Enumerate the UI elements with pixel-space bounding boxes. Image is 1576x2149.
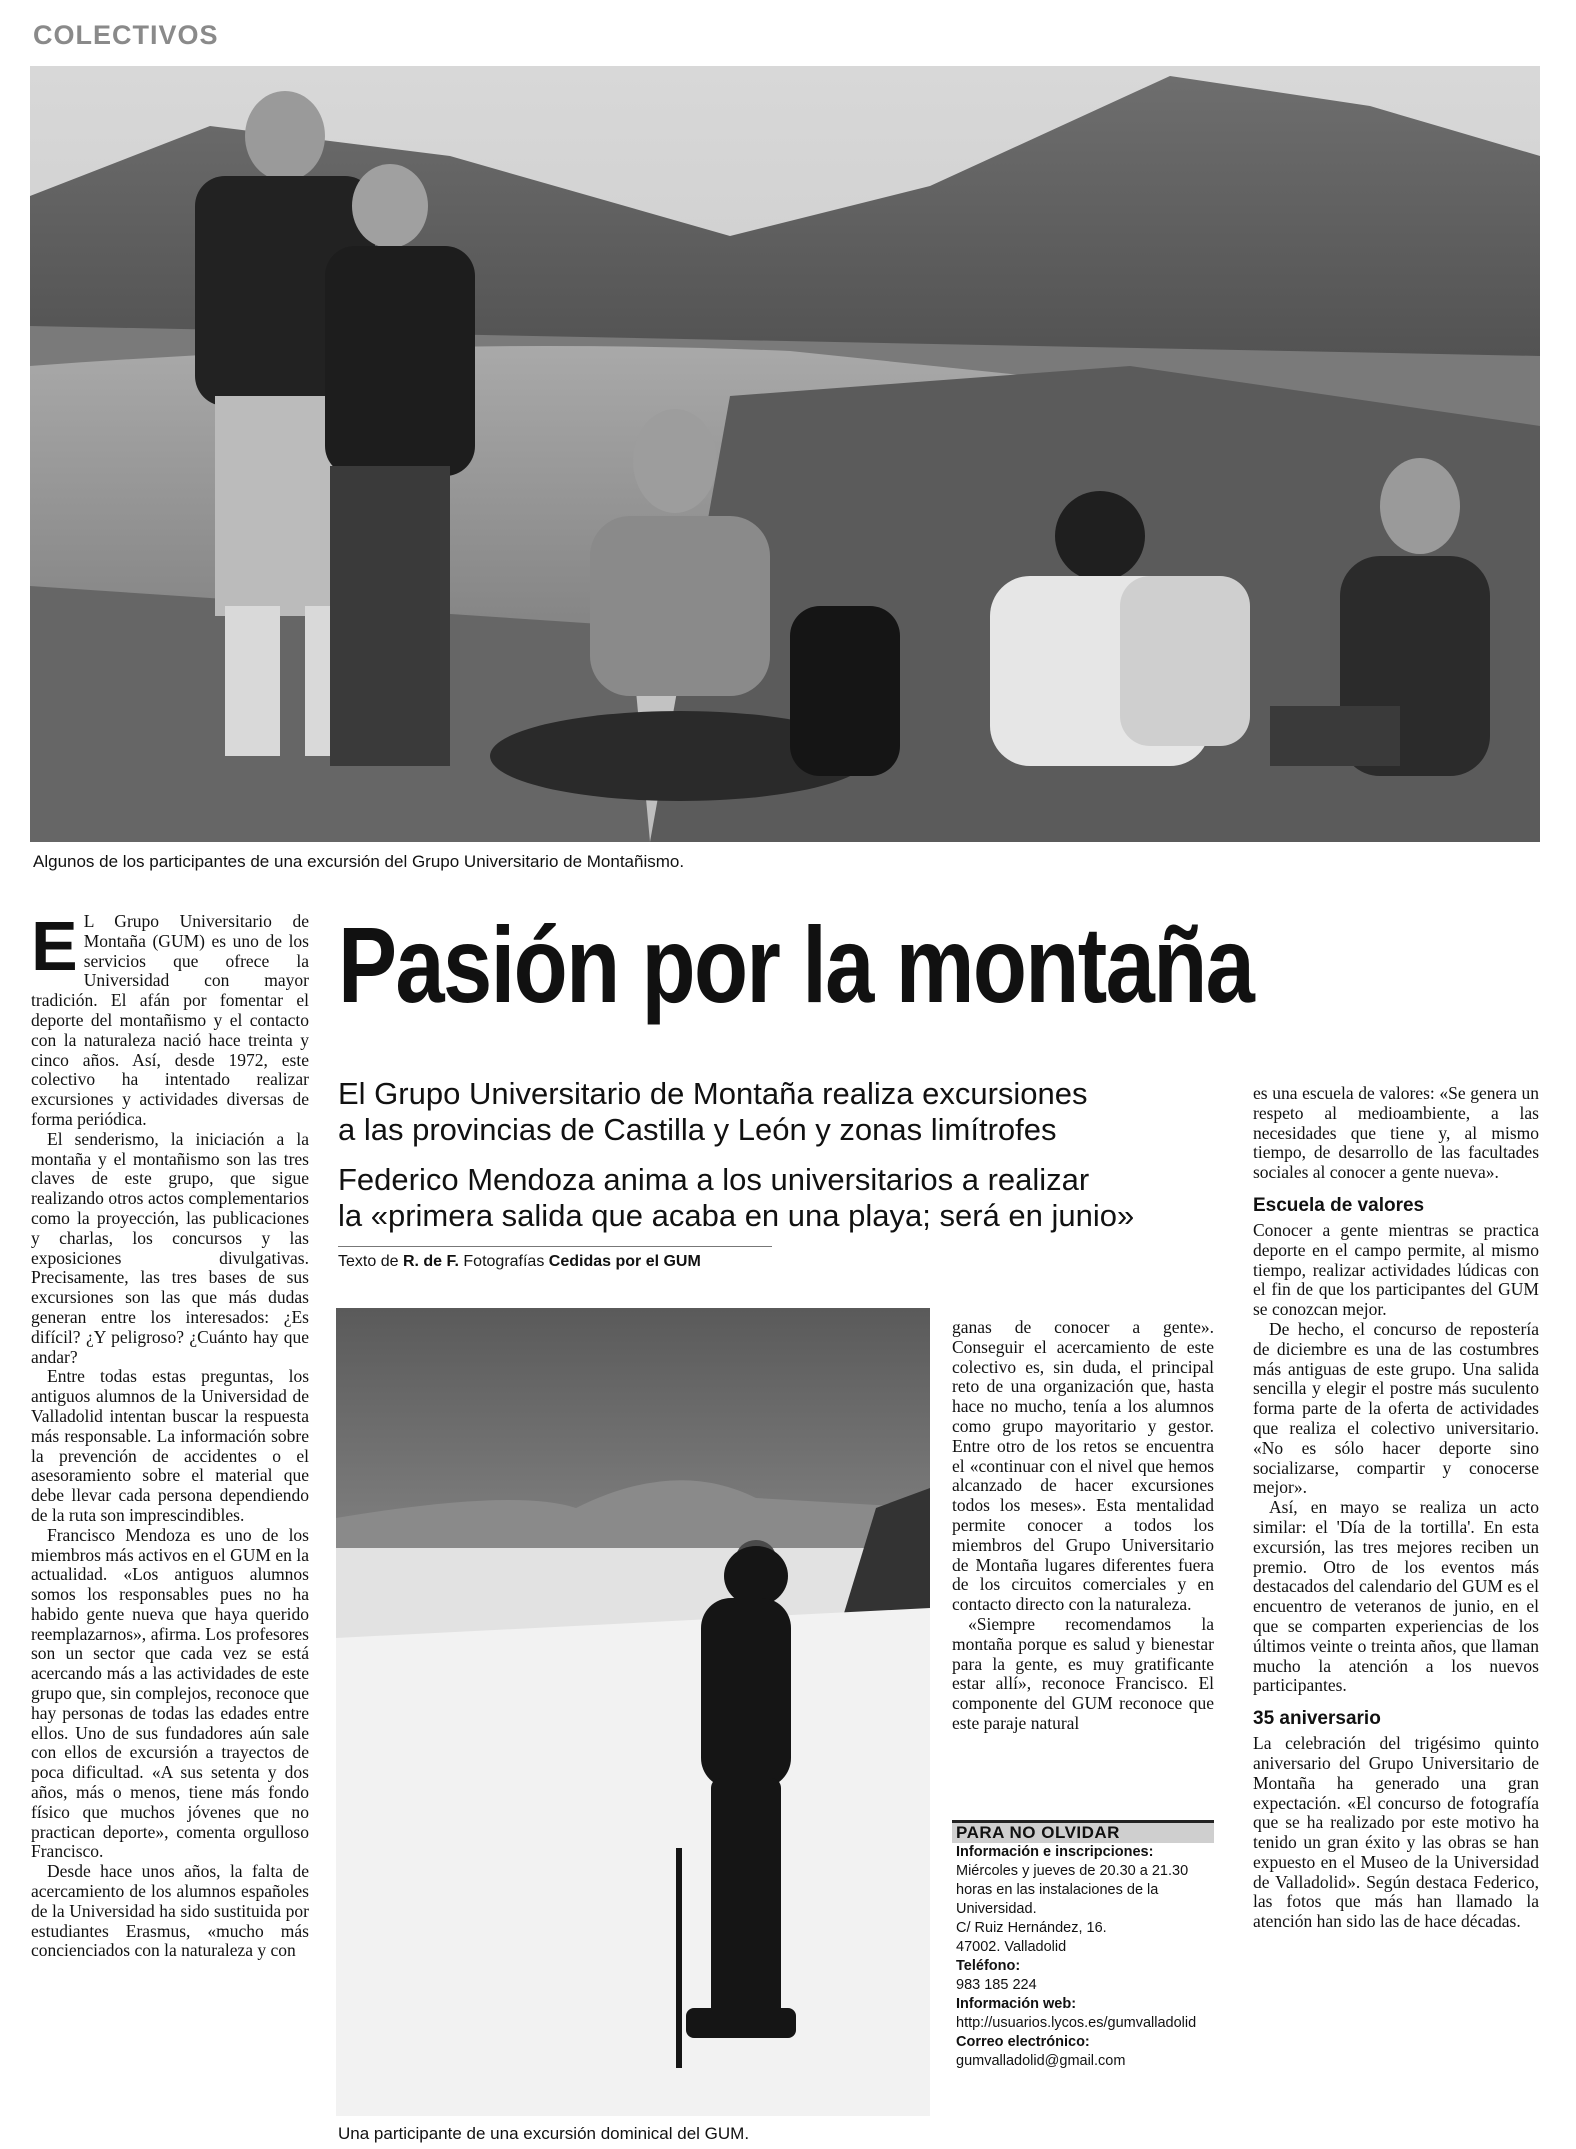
column1-paragraph-3: Entre todas estas preguntas, los antiguos alumnos de la Universidad de Valladolid intentan buscar la respuesta más responsable. La información sobre la prevención de accidentes o el asesoramiento sobre el material que debe llevar cada persona dependiendo de la ruta son imprescindibles. [31, 1366, 309, 1525]
column4-paragraph-2: Conocer a gente mientras se practica deporte en el campo permite, al mismo tiempo, realizar actividades lúdicas con el fin de que los participantes del GUM se conozcan mejor. [1253, 1219, 1539, 1320]
info-box [952, 1820, 1214, 2071]
column-3 [952, 1318, 1214, 1734]
drop-cap: E [31, 907, 78, 985]
top-photo-caption: Algunos de los participantes de una excursión del Grupo Universitario de Montañismo. [33, 852, 685, 871]
info-phone: 983 185 224 [956, 1977, 1037, 1993]
info-email-link[interactable]: gumvalladolid@gmail.com [956, 2053, 1126, 2069]
mountain-lake-image [30, 66, 1540, 842]
subhead-aniversario: 35 aniversario [1253, 1708, 1381, 1730]
column4-paragraph-1: es una escuela de valores: «Se genera un respeto al medioambiente, a las necesidades que tiene y, al mismo tiempo, de desarrollo de las facultades sociales al conocer a gente nueva». [1253, 1083, 1539, 1183]
deck-line-1: El Grupo Universitario de Montaña realiza excursiones [338, 1076, 1088, 1111]
subhead-escuela: Escuela de valores [1253, 1194, 1425, 1216]
info-address-line-1: C/ Ruiz Hernández, 16. [956, 1920, 1107, 1936]
snow-photo [336, 1308, 930, 2116]
column4-paragraph-5: La celebración del trigésimo quinto aniversario del Grupo Universitario de Montaña ha generado una gran expectación. «El concurso de fotografía que se ha realizado por este motivo ha tenido un gran éxito y las obras se han expuesto en el Museo de la Universidad de Valladolid». Según destaca Federico, las fotos que más han llamado la atención han sido las de hace décadas. [1253, 1733, 1539, 1932]
byline-prefix: Texto de [338, 1253, 403, 1270]
byline-photos-label: Fotografías [458, 1253, 549, 1270]
info-schedule-line-1: Miércoles y jueves de 20.30 a 21.30 [956, 1863, 1189, 1879]
section-label: COLECTIVOS [33, 20, 219, 50]
bottom-photo-caption: Una participante de una excursión dominical del GUM. [338, 2124, 750, 2143]
deck-line-3: Federico Mendoza anima a los universitarios a realizar [338, 1162, 1090, 1197]
headline: Pasión por la montaña [338, 904, 1254, 1025]
byline-author: R. de F. [402, 1253, 459, 1270]
info-label-web: Información web: [956, 1996, 1077, 2012]
info-label-inscriptions: Información e inscripciones: [956, 1844, 1154, 1860]
info-schedule-line-3: Universidad. [956, 1901, 1037, 1917]
column1-paragraph-5: Desde hace unos años, la falta de acercamiento de los alumnos españoles de la Universidad ha sido sustituida por estudiantes Erasmus, «mucho más concienciados con la naturaleza y con [31, 1861, 309, 1961]
column1-paragraph-1: L Grupo Universitario de Montaña (GUM) es uno de los servicios que ofrece la Universidad con mayor tradición. El afán por fomentar el deporte del montañismo y el contacto con la naturaleza nació hace treinta y cinco años. Así, desde 1972, este colectivo ha intentado realizar excursiones y actividades diversas de forma periódica. [31, 911, 309, 1129]
info-label-email: Correo electrónico: [956, 2034, 1090, 2050]
column-1 [31, 907, 309, 1961]
info-web-link[interactable]: http://usuarios.lycos.es/gumvalladolid [956, 2015, 1197, 2031]
column1-paragraph-2: El senderismo, la iniciación a la montaña y el montañismo son las tres claves de este grupo, que sigue realizando otros actos complementarios como la proyección, las publicaciones y charlas, los concursos y las exposiciones divulgativas. Precisamente, las tres bases de sus excursiones son las que más dudas generan entre los interesados: ¿Es difícil? ¿Y peligroso? ¿Cuánto hay que andar? [31, 1128, 309, 1367]
byline-photo-credit: Cedidas por el GUM [548, 1253, 701, 1270]
snow-mountain-image [336, 1308, 930, 2116]
column3-paragraph-2: «Siempre recomendamos la montaña porque es salud y bienestar para la gente, es muy gratificante estar allí», reconoce Francisco. El componente del GUM reconoce que este paraje natural [952, 1613, 1214, 1733]
info-schedule-line-2: horas en las instalaciones de la [956, 1882, 1159, 1898]
group-photo [30, 66, 1540, 842]
info-box-title: PARA NO OLVIDAR [952, 1823, 1214, 1843]
column3-paragraph-1: ganas de conocer a gente». Conseguir el acercamiento de este colectivo es, sin duda, el principal reto de una organización que, hasta hace no mucho, tenía a los alumnos como grupo mayoritario y gestor. Entre otro de los retos se encuentra el «continuar con el nivel que hemos alcanzado de hacer excursiones todos los meses». Esta mentalidad permite conocer a todos los miembros del Grupo Universitario de Montaña lugares diferentes fuera de los circuitos comerciales y en contacto directo con la naturaleza. [952, 1317, 1214, 1615]
column4-paragraph-3: De hecho, el concurso de repostería de diciembre es una de las costumbres más antiguas de este grupo. Una salida sencilla y elegir el postre más suculento forma parte de la oferta de actividades que realiza el colectivo universitario. «No es sólo hacer deporte sino socializarse, compartir y conocerse mejor». [1253, 1318, 1539, 1498]
deck-line-4: la «primera salida que acaba en una playa; será en junio» [338, 1198, 1135, 1233]
info-label-phone: Teléfono: [956, 1958, 1021, 1974]
column1-paragraph-4: Francisco Mendoza es uno de los miembros más activos en el GUM en la actualidad. «Los antiguos alumnos somos los responsables pues no ha habido gente nueva que haya querido reemplazarnos», afirma. Los profesores son un sector que cada vez se está acercando más a las actividades de este grupo que, sin complejos, reconoce que hay personas de todas las edades entre ellos. Uno de sus fundadores aún sale con ellos de excursión a trayectos de poca dificultad. «A sus setenta y dos años, más o menos, tiene más fondo físico que muchos jóvenes que no practican deporte», comenta orgulloso Francisco. [31, 1524, 309, 1862]
credit-divider [338, 1246, 772, 1247]
info-address-line-2: 47002. Valladolid [956, 1939, 1067, 1955]
deck-line-2: a las provincias de Castilla y León y zonas limítrofes [338, 1112, 1057, 1147]
column4-paragraph-4: Así, en mayo se realiza un acto similar: el 'Día de la tortilla'. En esta excursión, las tres mejores reciben un premio. Otro de los eventos más destacados del calendario del GUM es el encuentro de veteranos de junio, en el que se comparten experiencias de los últimos veinte o treinta años, que llaman mucho la atención a los nuevos participantes. [1253, 1497, 1539, 1696]
column-4 [1253, 1084, 1539, 1932]
byline [338, 1253, 701, 1271]
